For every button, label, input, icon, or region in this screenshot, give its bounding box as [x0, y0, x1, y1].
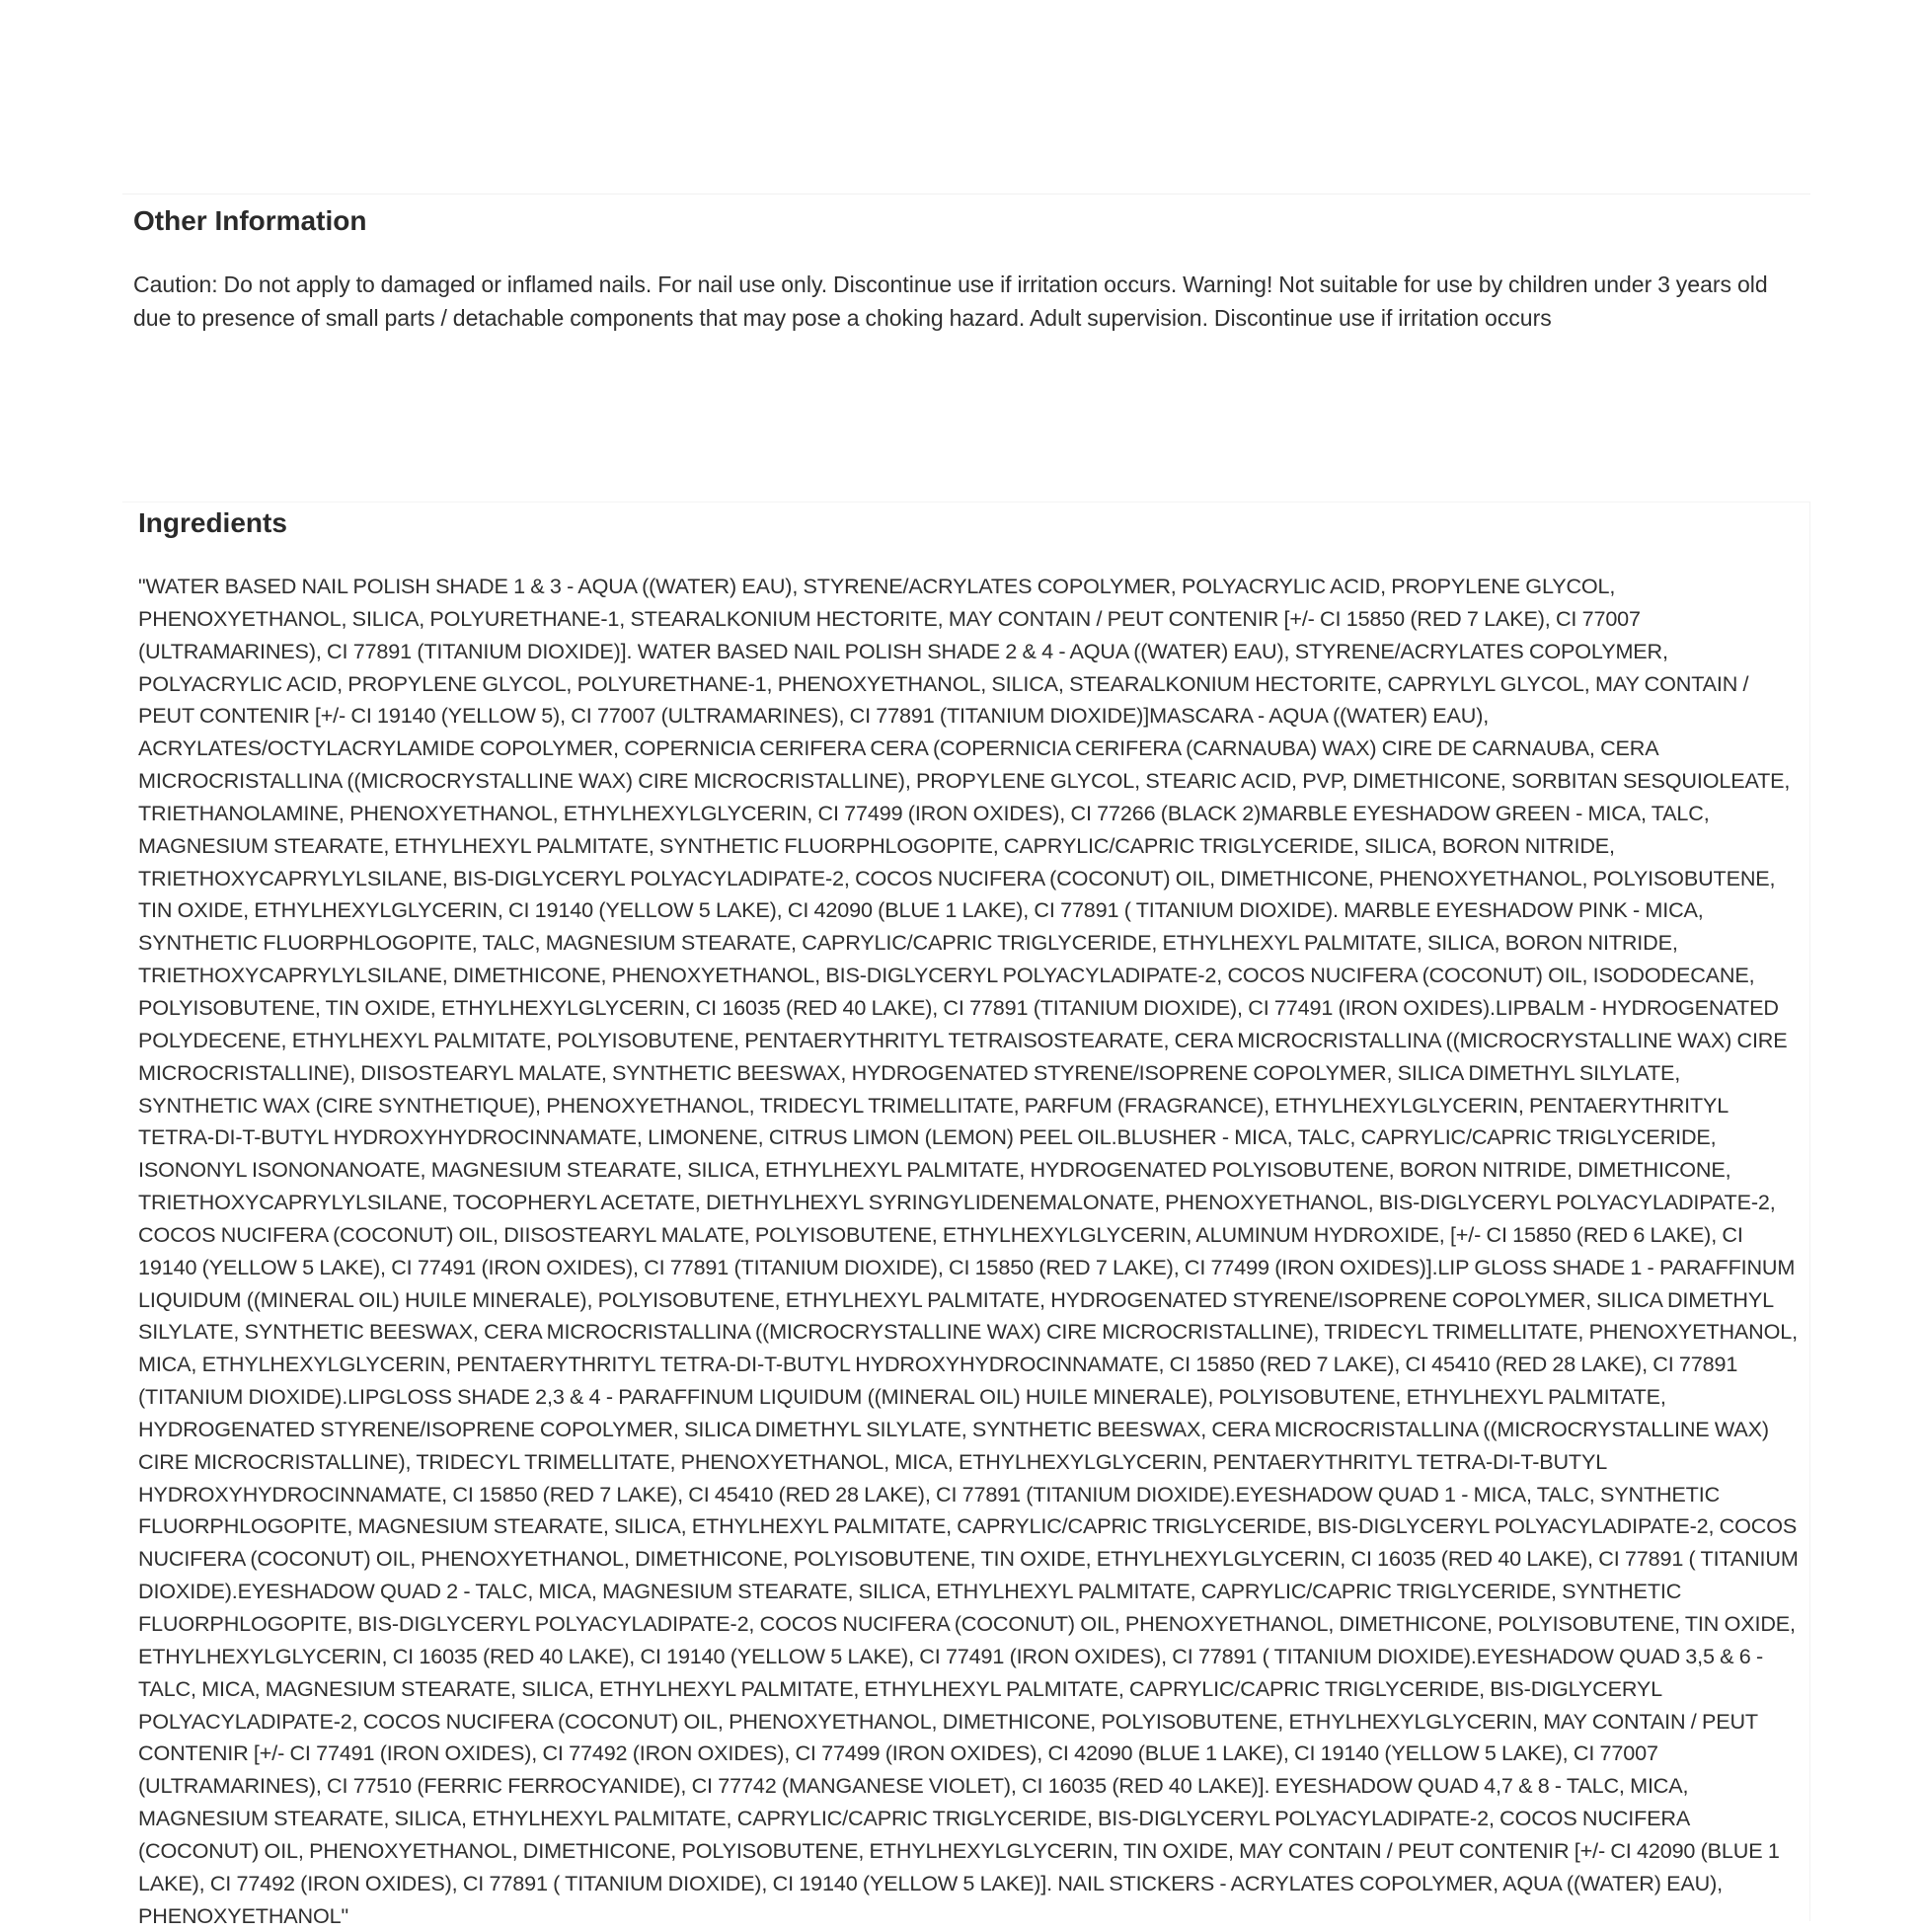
- ingredients-text: "WATER BASED NAIL POLISH SHADE 1 & 3 - AQUA ((WATER) EAU), STYRENE/ACRYLATES COPOLYMER, POLYACRYLIC ACID, PROPYLENE GLYCOL, PHENOXYETHANOL, SILICA, POLYURETHANE-1, STEARALKONIUM HECTORITE, MAY CONTAIN / PEUT CONTENIR [+/- CI 15850 (RED 7 LAKE), CI 77007 (ULTRAMARINES), CI 77891 (TITANIUM DIOXIDE)]. WATER BASED NAIL POLISH SHADE 2 & 4 - AQUA ((WATER) EAU), STYRENE/ACRYLATES COPOLYMER, POLYACRYLIC ACID, PROPYLENE GLYCOL, POLYURETHANE-1, PHENOXYETHANOL, SILICA, STEARALKONIUM HECTORITE, CAPRYLYL GLYCOL, MAY CONTAIN / PEUT CONTENIR [+/- CI 19140 (YELLOW 5), CI 77007 (ULTRAMARINES), CI 77891 (TITANIUM DIOXIDE)]MASCARA - AQUA ((WATER) EAU), ACRYLATES/OCTYLACRYLAMIDE COPOLYMER, COPERNICIA CERIFERA CERA (COPERNICIA CERIFERA (CARNAUBA) WAX) CIRE DE CARNAUBA, CERA MICROCRISTALLINA ((MICROCRYSTALLINE WAX) CIRE MICROCRISTALLINE), PROPYLENE GLYCOL, STEARIC ACID, PVP, DIMETHICONE, SORBITAN SESQUIOLEATE, TRIETHANOLAMINE, PHENOXYETHANOL, ETHYLHEXYLGLYCERIN, CI 77499 (IRON OXIDES), CI 77266 (BLACK 2)MARBLE EYESHADOW GREEN - MICA, TALC, MAGNESIUM STEARATE, ETHYLHEXYL PALMITATE, SYNTHETIC FLUORPHLOGOPITE, CAPRYLIC/CAPRIC TRIGLYCERIDE, SILICA, BORON NITRIDE, TRIETHOXYCAPRYLYLSILANE, BIS-DIGLYCERYL POLYACYLADIPATE-2, COCOS NUCIFERA (COCONUT) OIL, DIMETHICONE, PHENOXYETHANOL, POLYISOBUTENE, TIN OXIDE, ETHYLHEXYLGLYCERIN, CI 19140 (YELLOW 5 LAKE), CI 42090 (BLUE 1 LAKE), CI 77891 ( TITANIUM DIOXIDE). MARBLE EYESHADOW PINK - MICA, SYNTHETIC FLUORPHLOGOPITE, TALC, MAGNESIUM STEARATE, CAPRYLIC/CAPRIC TRIGLYCERIDE, ETHYLHEXYL PALMITATE, SILICA, BORON NITRIDE, TRIETHOXYCAPRYLYLSILANE, DIMETHICONE, PHENOXYETHANOL, BIS-DIGLYCERYL POLYACYLADIPATE-2, COCOS NUCIFERA (COCONUT) OIL, ISODODECANE, POLYISOBUTENE, TIN OXIDE, ETHYLHEXYLGLYCERIN, CI 16035 (RED 40 LAKE), CI 77891 (TITANIUM DIOXIDE), CI 77491 (IRON OXIDES).LIPBALM - HYDROGENATED POLYDECENE, ETHYLHEXYL PALMITATE, POLYISOBUTENE, PENTAERYTHRITYL TETRAISOSTEARATE, CERA MICROCRISTALLINA ((MICROCRYSTALLINE WAX) CIRE MICROCRISTALLINE), DIISOSTEARYL MALATE, SYNTHETIC BEESWAX, HYDROGENATED STYRENE/ISOPRENE COPOLYMER, SILICA DIMETHYL SILYLATE, SYNTHETIC WAX (CIRE SYNTHETIQUE), PHENOXYETHANOL, TRIDECYL TRIMELLITATE, PARFUM (FRAGRANCE), ETHYLHEXYLGLYCERIN, PENTAERYTHRITYL TETRA-DI-T-BUTYL HYDROXYHYDROCINNAMATE, LIMONENE, CITRUS LIMON (LEMON) PEEL OIL.BLUSHER - MICA, TALC, CAPRYLIC/CAPRIC TRIGLYCERIDE, ISONONYL ISONONANOATE, MAGNESIUM STEARATE, SILICA, ETHYLHEXYL PALMITATE, HYDROGENATED POLYISOBUTENE, BORON NITRIDE, DIMETHICONE, TRIETHOXYCAPRYLYLSILANE, TOCOPHERYL ACETATE, DIETHYLHEXYL SYRINGYLIDENEMALONATE, PHENOXYETHANOL, BIS-DIGLYCERYL POLYACYLADIPATE-2, COCOS NUCIFERA (COCONUT) OIL, DIISOSTEARYL MALATE, POLYISOBUTENE, ETHYLHEXYLGLYCERIN, ALUMINUM HYDROXIDE, [+/- CI 15850 (RED 6 LAKE), CI 19140 (YELLOW 5 LAKE), CI 77491 (IRON OXIDES), CI 77891 (TITANIUM DIOXIDE), CI 15850 (RED 7 LAKE), CI 77499 (IRON OXIDES)].LIP GLOSS SHADE 1 - PARAFFINUM LIQUIDUM ((MINERAL OIL) HUILE MINERALE), POLYISOBUTENE, ETHYLHEXYL PALMITATE, HYDROGENATED STYRENE/ISOPRENE COPOLYMER, SILICA DIMETHYL SILYLATE, SYNTHETIC BEESWAX, CERA MICROCRISTALLINA ((MICROCRYSTALLINE WAX) CIRE MICROCRISTALLINE), TRIDECYL TRIMELLITATE, PHENOXYETHANOL, MICA, ETHYLHEXYLGLYCERIN, PENTAERYTHRITYL TETRA-DI-T-BUTYL HYDROXYHYDROCINNAMATE, CI 15850 (RED 7 LAKE), CI 45410 (RED 28 LAKE), CI 77891 (TITANIUM DIOXIDE).LIPGLOSS SHADE 2,3 & 4 - PARAFFINUM LIQUIDUM ((MINERAL OIL) HUILE MINERALE), POLYISOBUTENE, ETHYLHEXYL PALMITATE, HYDROGENATED STYRENE/ISOPRENE COPOLYMER, SILICA DIMETHYL SILYLATE, SYNTHETIC BEESWAX, CERA MICROCRISTALLINA ((MICROCRYSTALLINE WAX) CIRE MICROCRISTALLINE), TRIDECYL TRIMELLITATE, PHENOXYETHANOL, MICA, ETHYLHEXYLGLYCERIN, PENTAERYTHRITYL TETRA-DI-T-BUTYL HYDROXYHYDROCINNAMATE, CI 15850 (RED 7 LAKE), CI 45410 (RED 28 LAKE), CI 77891 (TITANIUM DIOXIDE).EYESHADOW QUAD 1 - MICA, TALC, SYNTHETIC FLUORPHLOGOPITE, MAGNESIUM STEARATE, SILICA, ETHYLHEXYL PALMITATE, CAPRYLIC/CAPRIC TRIGLYCERIDE, BIS-DIGLYCERYL POLYACYLADIPATE-2, COCOS NUCIFERA (COCONUT) OIL, PHENOXYETHANOL, DIMETHICONE, POLYISOBUTENE, TIN OXIDE, ETHYLHEXYLGLYCERIN, CI 16035 (RED 40 LAKE), CI 77891 ( TITANIUM DIOXIDE).EYESHADOW QUAD 2 - TALC, MICA, MAGNESIUM STEARATE, SILICA, ETHYLHEXYL PALMITATE, CAPRYLIC/CAPRIC TRIGLYCERIDE, SYNTHETIC FLUORPHLOGOPITE, BIS-DIGLYCERYL POLYACYLADIPATE-2, COCOS NUCIFERA (COCONUT) OIL, PHENOXYETHANOL, DIMETHICONE, POLYISOBUTENE, TIN OXIDE, ETHYLHEXYLGLYCERIN, CI 16035 (RED 40 LAKE), CI 19140 (YELLOW 5 LAKE), CI 77491 (IRON OXIDES), CI 77891 ( TITANIUM DIOXIDE).EYESHADOW QUAD 3,5 & 6 - TALC, MICA, MAGNESIUM STEARATE, SILICA, ETHYLHEXYL PALMITATE, ETHYLHEXYL PALMITATE, CAPRYLIC/CAPRIC TRIGLYCERIDE, BIS-DIGLYCERYL POLYACYLADIPATE-2, COCOS NUCIFERA (COCONUT) OIL, PHENOXYETHANOL, DIMETHICONE, POLYISOBUTENE, ETHYLHEXYLGLYCERIN, MAY CONTAIN / PEUT CONTENIR [+/- CI 77491 (IRON OXIDES), CI 77492 (IRON OXIDES), CI 77499 (IRON OXIDES), CI 42090 (BLUE 1 LAKE), CI 19140 (YELLOW 5 LAKE), CI 77007 (ULTRAMARINES), CI 77510 (FERRIC FERROCYANIDE), CI 77742 (MANGANESE VIOLET), CI 16035 (RED 40 LAKE)]. EYESHADOW QUAD 4,7 & 8 - TALC, MICA, MAGNESIUM STEARATE, SILICA, ETHYLHEXYL PALMITATE, CAPRYLIC/CAPRIC TRIGLYCERIDE, BIS-DIGLYCERYL POLYACYLADIPATE-2, COCOS NUCIFERA (COCONUT) OIL, PHENOXYETHANOL, DIMETHICONE, POLYISOBUTENE, ETHYLHEXYLGLYCERIN, TIN OXIDE, MAY CONTAIN / PEUT CONTENIR [+/- CI 42090 (BLUE 1 LAKE), CI 77492 (IRON OXIDES), CI 77891 ( TITANIUM DIOXIDE), CI 19140 (YELLOW 5 LAKE)]. NAIL STICKERS - ACRYLATES COPOLYMER, AQUA ((WATER) EAU), PHENOXYETHANOL": [138, 574, 1799, 1928]
- other-information-heading: Other Information: [133, 205, 367, 236]
- other-information-text: Caution: Do not apply to damaged or inflamed nails. For nail use only. Discontinue use if irritation occurs. Warning! Not suitable for use by children under 3 years old due to presence of small parts / detachable components that may pose a choking hazard. Adult supervision. Discontinue use if irritation occurs: [133, 271, 1768, 331]
- ingredients-heading: Ingredients: [138, 507, 287, 538]
- ingredients-section: [122, 502, 1810, 1928]
- other-information-section: [122, 193, 1810, 361]
